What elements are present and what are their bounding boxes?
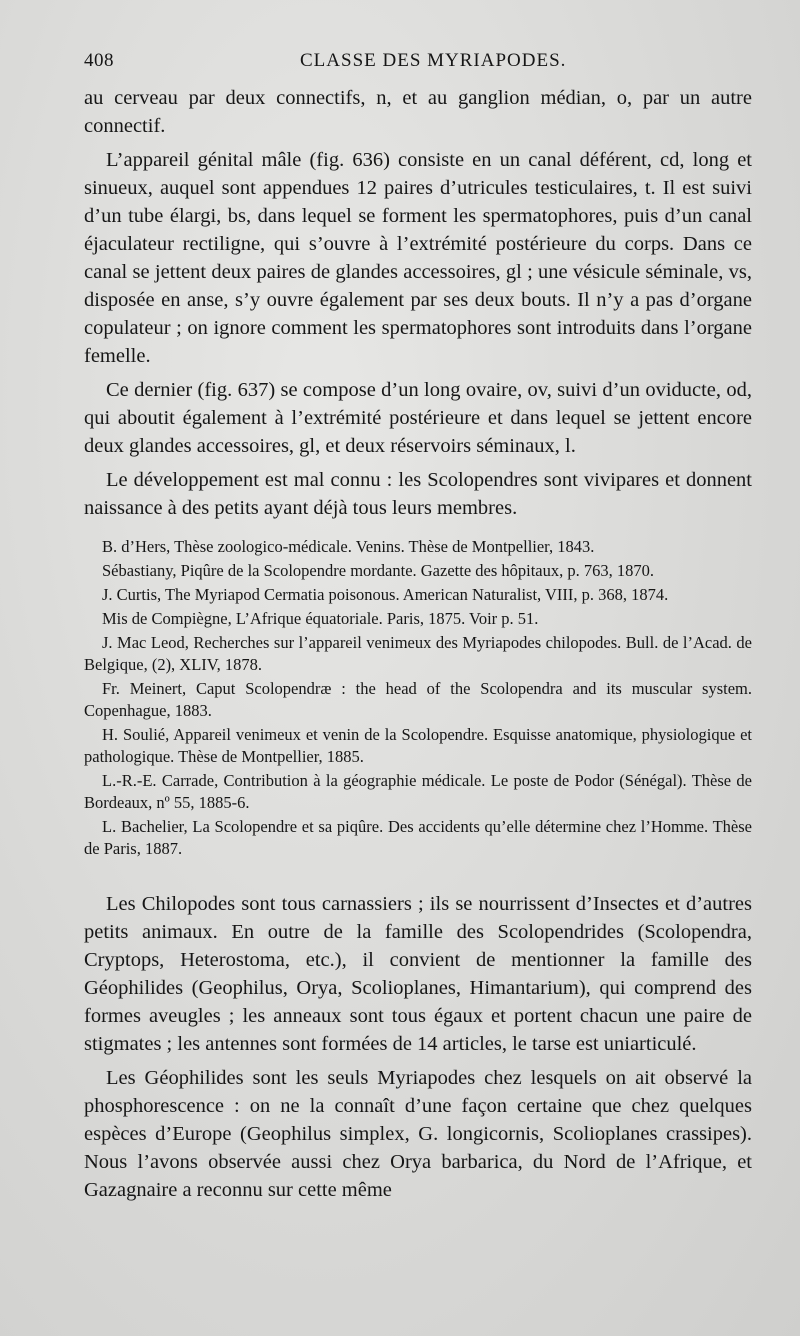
reference-item: Fr. Meinert, Caput Scolopendræ : the head of the Scolopendra and its muscular system. Copenhague, 1883. <box>84 679 752 720</box>
paragraph: L’appareil génital mâle (fig. 636) consiste en un canal déférent, cd, long et sinueux, auquel sont appendues 12 paires d’utricules testiculaires, t. Il est suivi d’un tube élargi, bs, dans lequel se forment les spermatophores, puis d’un canal éjaculateur rectiligne, qui s’ouvre à l’extrémité postérieure du corps. Dans ce canal se jettent deux paires de glandes accessoires, gl ; une vésicule séminale, vs, disposée en anse, s’y ouvre également par ses deux bouts. Il n’y a pas d’organe copulateur ; on ignore comment les spermatophores sont introduits dans l’organe femelle. <box>84 149 752 367</box>
reference-item: Sébastiany, Piqûre de la Scolopendre mordante. Gazette des hôpitaux, p. 763, 1870. <box>102 561 655 580</box>
bibliography <box>84 536 752 860</box>
section-spacer <box>84 862 752 884</box>
reference-item: L. Bachelier, La Scolopendre et sa piqûre. Des accidents qu’elle détermine chez l’Homme. Thèse de Paris, 1887. <box>84 817 752 858</box>
reference-item: L.-R.-E. Carrade, Contribution à la géographie médicale. Le poste de Podor (Sénégal). Thèse de Bordeaux, nº 55, 1885-6. <box>84 771 752 812</box>
reference-item: J. Curtis, The Myriapod Cermatia poisonous. American Naturalist, VIII, p. 368, 1874. <box>102 585 669 604</box>
reference-item: B. d’Hers, Thèse zoologico-médicale. Venins. Thèse de Montpellier, 1843. <box>102 537 595 556</box>
reference-item: H. Soulié, Appareil venimeux et venin de la Scolopendre. Esquisse anatomique, physiologique et pathologique. Thèse de Montpellier, 1885. <box>84 725 752 766</box>
reference-item: Mis de Compiègne, L’Afrique équatoriale. Paris, 1875. Voir p. 51. <box>102 609 539 628</box>
running-title: CLASSE DES MYRIAPODES. <box>300 50 567 71</box>
paragraph: Ce dernier (fig. 637) se compose d’un long ovaire, ov, suivi d’un oviducte, od, qui aboutit également à l’extrémité postérieure et dans lequel se jettent encore deux glandes accessoires, gl, et deux réservoirs séminaux, l. <box>84 379 752 457</box>
paragraph: Les Chilopodes sont tous carnassiers ; ils se nourrissent d’Insectes et d’autres petits animaux. En outre de la famille des Scolopendrides (Scolopendra, Cryptops, Heterostoma, etc.), il convient de mentionner la famille des Géophilides (Geophilus, Orya, Scolioplanes, Himantarium), qui comprend des formes aveugles ; les anneaux sont tous égaux et portent chacun une paire de stigmates ; les antennes sont formées de 14 articles, le tarse est uniarticulé. <box>84 893 752 1055</box>
paragraph: Les Géophilides sont les seuls Myriapodes chez lesquels on ait observé la phosphorescence : on ne la connaît d’une façon certaine que chez quelques espèces d’Europe (Geophilus simplex, G. longicornis, Scolioplanes crassipes). Nous l’avons observée aussi chez Orya barbarica, du Nord de l’Afrique, et Gazagnaire a reconnu sur cette même <box>84 1067 752 1201</box>
page-number: 408 <box>84 50 114 71</box>
paragraph: Le développement est mal connu : les Scolopendres sont vivipares et donnent naissance à des petits ayant déjà tous leurs membres. <box>84 469 752 519</box>
main-text-continued <box>84 890 752 1204</box>
reference-item: J. Mac Leod, Recherches sur l’appareil venimeux des Myriapodes chilopodes. Bull. de l’Acad. de Belgique, (2), XLIV, 1878. <box>84 633 752 674</box>
main-text <box>84 84 752 522</box>
page-header <box>84 50 752 84</box>
paragraph: au cerveau par deux connectifs, n, et au ganglion médian, o, par un autre connectif. <box>84 87 752 137</box>
